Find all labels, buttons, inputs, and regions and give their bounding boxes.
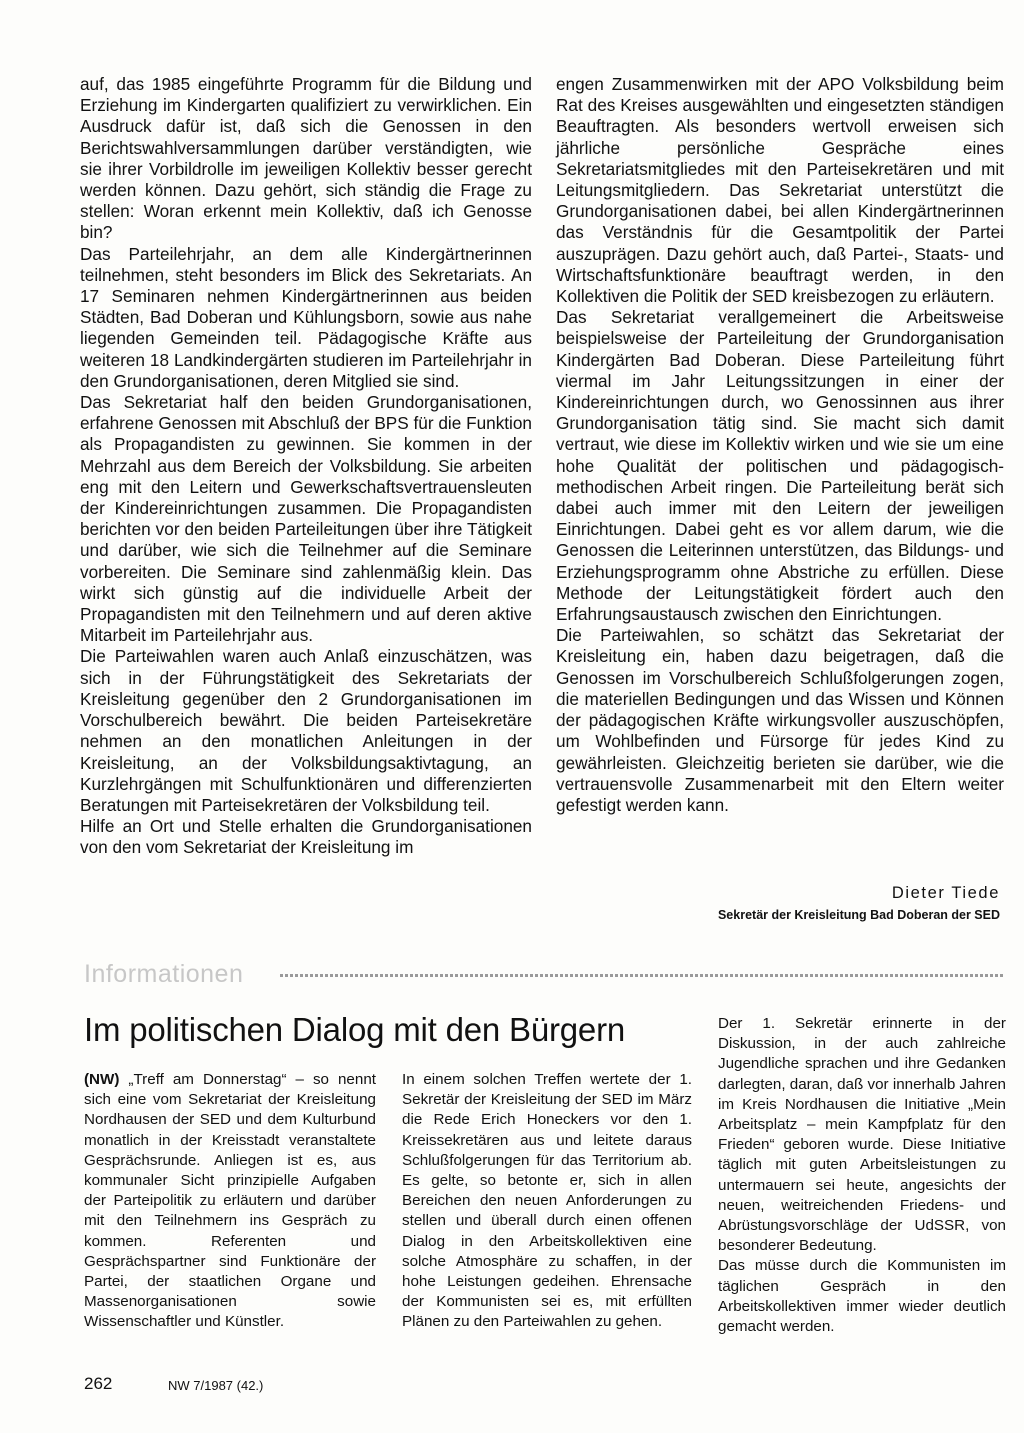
section-divider	[280, 974, 1004, 977]
issue-reference: NW 7/1987 (42.)	[168, 1378, 264, 1393]
source-tag: (NW)	[84, 1071, 120, 1088]
paragraph: engen Zusammenwirken mit der APO Volksbildung beim Rat des Kreises ausgewählten und eingesetzten ständigen Beauftragten. Als besonders wertvoll erweisen sich jährliche persönliche Gespräche eines Sekretariatsmitgliedes mit den Parteisekretären und mit Leitungsmitgliedern. Das Sekretariat unterstützt die Grundorganisationen dabei, bei allen Kindergärtnerinnen das Verständnis für die Gesamtpolitik der Partei auszuprägen. Dazu gehört auch, daß Partei-, Staats- und Wirtschaftsfunktionäre beauftragt werden, in den Kollektiven die Politik der SED kreisbezogen zu erläutern.	[556, 74, 1004, 307]
article-bottom-column-2	[402, 1070, 692, 1333]
paragraph: auf, das 1985 eingeführte Programm für die Bildung und Erziehung im Kindergarten qualifiziert zu verwirklichen. Ein Ausdruck dafür ist, daß sich die Genossen in den Berichtswahlversammlungen darüber verständigten, wie sie ihrer Vorbildrolle im jeweiligen Kollektiv besser gerecht werden können. Dazu gehört, sich ständig die Frage zu stellen: Woran erkennt mein Kollektiv, daß ich Genosse bin?	[80, 74, 532, 243]
paragraph: Das Sekretariat verallgemeinert die Arbeitsweise beispielsweise der Parteileitung der Grundorganisation Kindergärten Bad Doberan. Diese Parteileitung führt viermal im Jahr Leitungssitzungen in einer der Kindereinrichtungen durch, wo Genossinnen aus ihrer Grundorganisation tätig sind. Sie macht sich damit vertraut, wie diese im Kollektiv wirken und wie sie um eine hohe Qualität der politischen und pädagogisch-methodischen Arbeit ringen. Die Parteileitung berät sich dabei auch immer mit den Leitern der jeweiligen Einrichtungen. Dabei geht es vor allem darum, wie die Genossen die Leiterinnen unterstützen, das Bildungs- und Erziehungsprogramm ohne Abstriche zu erfüllen. Diese Methode der Leitungstätigkeit fördert auch den Erfahrungsaustausch zwischen den Einrichtungen.	[556, 307, 1004, 625]
author-name: Dieter Tiede	[891, 884, 1000, 902]
article-bottom-column-1	[84, 1070, 376, 1333]
paragraph: Die Parteiwahlen, so schätzt das Sekretariat der Kreisleitung ein, haben dazu beigetragen, daß die Genossen im Vorschulbereich Schlußfolgerungen zogen, die materiellen Bedingungen und das Wissen und Können der pädagogischen Kräfte wirkungsvoller auszuschöpfen, um Wohlbefinden und Fürsorge für jedes Kind zu gewährleisten. Gleichzeitig berieten sie darüber, wie die vertrauensvolle Zusammenarbeit mit den Eltern weiter gefestigt werden kann.	[556, 625, 1004, 815]
article-top-left-column	[80, 74, 532, 859]
paragraph: Der 1. Sekretär erinnerte in der Diskussion, in der auch zahlreiche Jugendliche sprachen und ihre Gedanken darlegten, daran, daß vor innerhalb Jahren im Kreis Nordhausen die Initiative „Mein Arbeitsplatz – mein Kampfplatz für den Frieden“ geboren wurde. Diese Initiative täglich mit guten Arbeitsleistungen zu untermauern sei heute, angesichts der neuen, weitreichenden Friedens- und Abrüstungsvorschläge der UdSSR, von besonderer Bedeutung.	[718, 1015, 1006, 1255]
paragraph: Das Parteilehrjahr, an dem alle Kindergärtnerinnen teilnehmen, steht besonders im Blick des Sekretariats. An 17 Seminaren nehmen Kindergärtnerinnen aus beiden Städten, Bad Doberan und Kühlungsborn, sowie aus nahe liegenden Gemeinden teil. Pädagogische Kräfte aus weiteren 18 Landkindergärten studieren im Parteilehrjahr in den Grundorganisationen, deren Mitglied sie sind.	[80, 243, 532, 391]
author-signature	[718, 882, 1000, 926]
article-top-right-column	[556, 74, 1004, 816]
paragraph	[84, 1070, 376, 1333]
article-headline: Im politischen Dialog mit den Bürgern	[84, 1011, 626, 1048]
paragraph: In einem solchen Treffen wertete der 1. Sekretär der Kreisleitung der SED im März die Rede Erich Honeckers vor den 1. Kreissekretären aus und leitete daraus Schlußfolgerungen für das Territorium ab. Es gelte, so betonte er, sich in allen Bereichen den neuen Anforderungen zu stellen und überall durch einen offenen Dialog in den Arbeitskollektiven eine solche Atmosphäre zu schaffen, in der hohe Leistungen gedeihen. Ehrensache der Kommunisten sei es, mit erfüllten Plänen zu den Parteiwahlen zu gehen.	[402, 1071, 692, 1331]
section-header	[84, 960, 1004, 988]
paragraph: Hilfe an Ort und Stelle erhalten die Grundorganisationen von den vom Sekretariat der Kreisleitung im	[80, 816, 532, 858]
paragraph: Das müsse durch die Kommunisten im täglichen Gespräch in den Arbeitskollektiven immer wieder deutlich gemacht werden.	[718, 1257, 1006, 1336]
paragraph-text: „Treff am Donnerstag“ – so nennt sich eine vom Sekretariat der Kreisleitung Nordhausen der SED und dem Kulturbund monatlich in der Kreisstadt veranstaltete Gesprächsrunde. Anliegen ist es, aus kommunaler Sicht prinzipielle Aufgaben der Parteipolitik zu erläutern und darüber mit den Teilnehmern ins Gespräch zu kommen. Referenten und Gesprächspartner sind Funktionäre der Partei, der staatlichen Organe und Massenorganisationen sowie Wissenschaftler und Künstler.	[84, 1071, 376, 1331]
article-bottom-column-3	[718, 1014, 1006, 1337]
author-role: Sekretär der Kreisleitung Bad Doberan der SED	[717, 908, 1000, 922]
paragraph: Das Sekretariat half den beiden Grundorganisationen, erfahrene Genossen mit Abschluß der BPS für die Funktion als Propagandisten zu gewinnen. Sie kommen in der Mehrzahl aus dem Bereich der Volksbildung. Sie arbeiten eng mit den Leitern und Gewerkschaftsvertrauensleuten der Kindereinrichtungen zusammen. Die Propagandisten berichten vor den beiden Parteileitungen über ihre Tätigkeit und darüber, wie sich die Teilnehmer auf die Seminare vorbereiten. Die Seminare sind zahlenmäßig klein. Das wirkt sich günstig auf die individuelle Arbeit der Propagandisten mit den Teilnehmern und auf deren aktive Mitarbeit im Parteilehrjahr aus.	[80, 392, 532, 646]
section-label: Informationen	[84, 960, 244, 988]
page-number: 262	[84, 1374, 113, 1393]
page-footer	[84, 1374, 264, 1395]
paragraph: Die Parteiwahlen waren auch Anlaß einzuschätzen, was sich in der Führungstätigkeit des Sekretariats der Kreisleitung gegenüber den 2 Grundorganisationen im Vorschulbereich bewährt. Die beiden Parteisekretäre nehmen an den monatlichen Anleitungen in der Kreisleitung, an der Volksbildungsaktivtagung, an Kurzlehrgängen mit Schulfunktionären und differenzierten Beratungen mit Parteisekretären der Volksbildung teil.	[80, 646, 532, 815]
